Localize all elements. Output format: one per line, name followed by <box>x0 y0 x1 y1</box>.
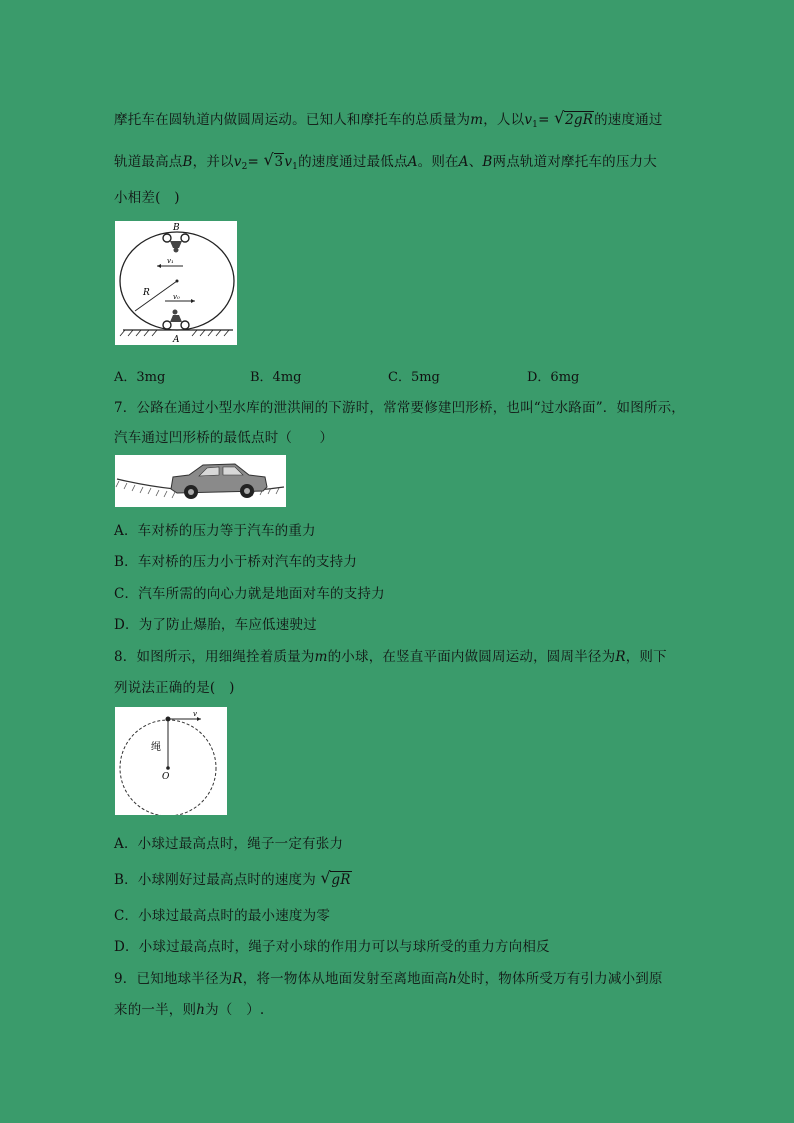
car-icon <box>171 464 267 499</box>
sqrt-2gR: √ 2gR <box>554 108 594 128</box>
car-bridge-figure <box>115 455 286 507</box>
q8-option-a[interactable]: A．小球过最高点时，绳子一定有张力 <box>114 836 344 852</box>
q7-line-2: 汽车通过凹形桥的最低点时（ ） <box>114 430 334 446</box>
q6-line-1: 摩托车在圆轨道内做圆周运动。已知人和摩托车的总质量为m，人以$v_1=$ √ 2gR的速度通过 <box>114 108 663 130</box>
q7-option-c[interactable]: C．汽车所需的向心力就是地面对车的支持力 <box>114 586 385 602</box>
q8-option-d[interactable]: D．小球过最高点时，绳子对小球的作用力可以与球所受的重力方向相反 <box>114 939 550 955</box>
q6-option-b[interactable]: B．4mg <box>250 370 302 385</box>
q6-option-a[interactable]: A．3mg <box>114 370 166 385</box>
label-v0: v₀ <box>173 293 180 301</box>
q8-line-1: 8．如图所示，用细绳拴着质量为m的小球，在竖直平面内做圆周运动，圆周半径为R，则下 <box>114 649 667 665</box>
q7-option-a[interactable]: A．车对桥的压力等于汽车的重力 <box>114 523 316 539</box>
label-B: B <box>173 223 180 233</box>
q7-option-b[interactable]: B．车对桥的压力小于桥对汽车的支持力 <box>114 554 358 570</box>
label-A: A <box>173 335 180 345</box>
label-R: R <box>143 288 150 298</box>
q6-line-3: 小相差( ) <box>114 190 180 206</box>
q7-option-d[interactable]: D．为了防止爆胎，车应低速驶过 <box>114 617 317 633</box>
q9-line-2: 来的一半，则h为（ ）. <box>114 1002 265 1018</box>
loop-track-figure <box>115 221 237 345</box>
sqrt-3: √ 3 <box>263 150 284 170</box>
q8-line-2: 列说法正确的是( ) <box>114 680 235 696</box>
label-v: v <box>193 710 197 718</box>
sqrt-gR: √ gR <box>320 868 351 888</box>
q8-option-c[interactable]: C．小球过最高点时的最小速度为零 <box>114 908 331 924</box>
label-rope: 绳 <box>151 742 161 753</box>
q9-line-1: 9．已知地球半径为R，将一物体从地面发射至离地面高h处时，物体所受万有引力减小到原 <box>114 971 663 987</box>
rope-circle-figure <box>115 707 227 815</box>
q7-line-1: 7．公路在通过小型水库的泄洪闸的下游时，常常要修建凹形桥，也叫“过水路面”．如图所示， <box>114 400 685 416</box>
label-v1: v₁ <box>167 257 174 265</box>
q8-option-b[interactable]: B．小球刚好过最高点时的速度为 √ gR <box>114 868 351 888</box>
motorcycle-top-icon <box>163 234 189 253</box>
q6-option-d[interactable]: D．6mg <box>527 370 580 385</box>
q6-line-2: 轨道最高点B，并以$v_2=$ √ $3v_1$的速度通过最低点A。则在A、B两点轨道对摩托车的压力大 <box>114 150 657 172</box>
q6-option-c[interactable]: C．5mg <box>388 370 440 385</box>
motorcycle-bottom-icon <box>163 310 189 330</box>
label-O: O <box>162 772 170 782</box>
